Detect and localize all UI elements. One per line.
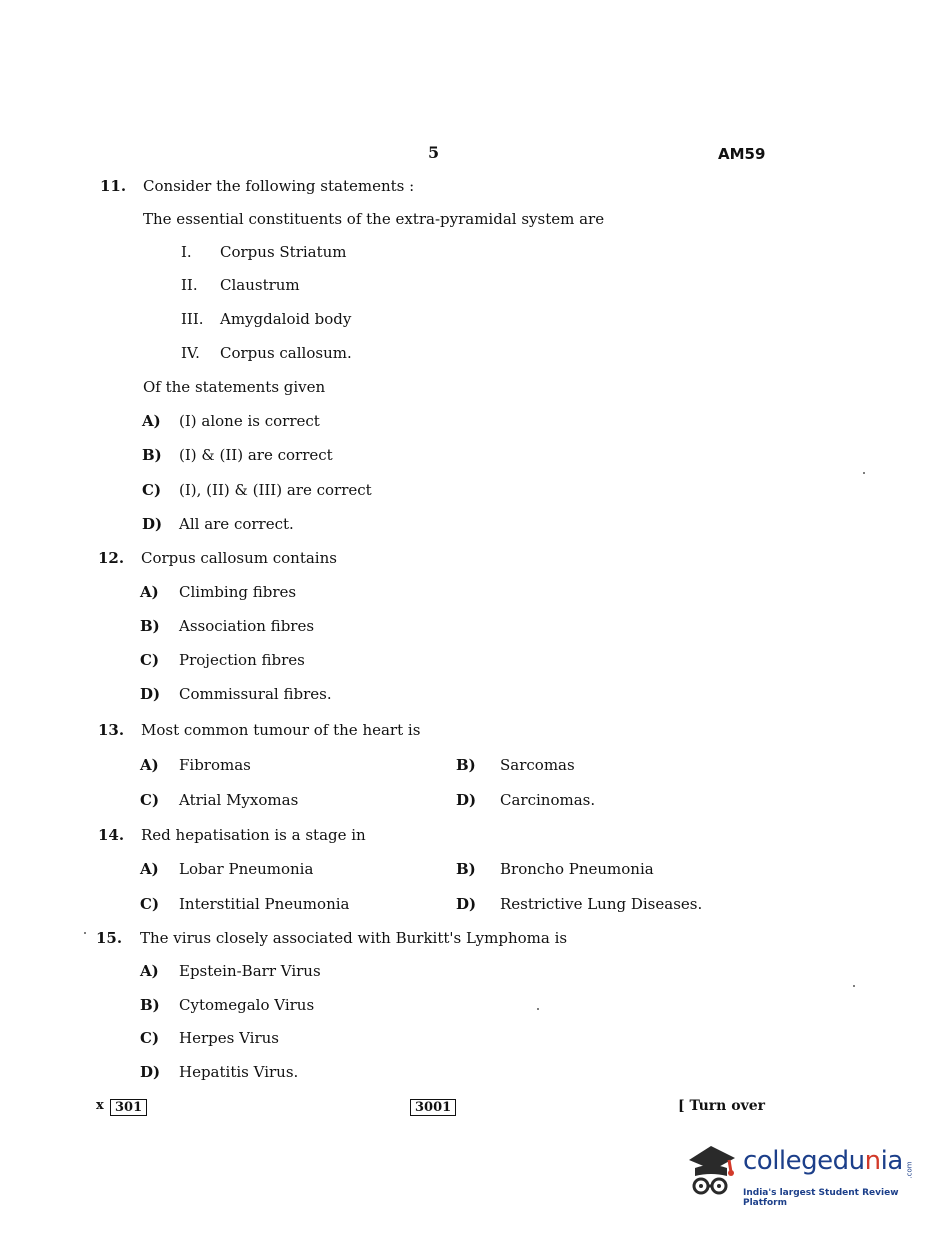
option-letter: B) (456, 756, 476, 774)
option-text: (I), (II) & (III) are correct (179, 481, 372, 499)
question-text: Red hepatisation is a stage in (141, 826, 366, 844)
statement-text: Corpus Striatum (220, 243, 347, 261)
option-text: Association fibres (179, 617, 315, 635)
footer-center-code-box: 3001 (410, 1099, 456, 1116)
option-text: (I) alone is correct (179, 412, 320, 430)
statement-text: Corpus callosum. (220, 344, 352, 362)
footer-left-code-box: 301 (110, 1099, 147, 1116)
option-text: Carcinomas. (500, 791, 596, 809)
option-text: Interstitial Pneumonia (179, 895, 350, 913)
brand-tagline: India's largest Student Review Platform (743, 1188, 899, 1208)
option-letter: B) (140, 617, 160, 635)
turn-over-text: [ Turn over (678, 1098, 765, 1114)
question-text: The virus closely associated with Burkitt's Lymphoma is (140, 929, 568, 947)
option-text: Epstein-Barr Virus (179, 962, 321, 980)
question-number: 15. (96, 929, 123, 947)
option-text: Herpes Virus (179, 1029, 279, 1047)
footer-left-code (110, 1097, 147, 1116)
question-lead: Of the statements given (143, 378, 326, 396)
option-letter: D) (456, 791, 477, 809)
scan-speck (863, 472, 865, 474)
question-text: Consider the following statements : (143, 177, 415, 195)
brand-suffix: .com (905, 1161, 914, 1179)
option-letter: D) (456, 895, 477, 913)
question-subtext: The essential constituents of the extra-pyramidal system are (143, 210, 605, 228)
footer-prefix: x (96, 1098, 104, 1113)
question-number: 12. (98, 549, 125, 567)
option-letter: A) (142, 412, 161, 430)
option-letter: D) (140, 1063, 161, 1081)
scan-speck (537, 1008, 539, 1010)
option-letter: B) (140, 996, 160, 1014)
option-letter: B) (142, 446, 162, 464)
option-letter: C) (140, 651, 160, 669)
question-text: Most common tumour of the heart is (141, 721, 421, 739)
paper-code: AM59 (718, 145, 766, 163)
option-text: Cytomegalo Virus (179, 996, 315, 1014)
statement-number: I. (181, 243, 192, 261)
statement-number: III. (181, 310, 204, 328)
option-text: Restrictive Lung Diseases. (500, 895, 703, 913)
option-text: Fibromas (179, 756, 251, 774)
option-text: Broncho Pneumonia (500, 860, 654, 878)
option-letter: A) (140, 756, 159, 774)
option-text: Climbing fibres (179, 583, 297, 601)
option-text: Atrial Myxomas (179, 791, 299, 809)
option-letter: D) (142, 515, 163, 533)
option-letter: C) (140, 895, 160, 913)
footer-center-code (410, 1097, 456, 1116)
statement-number: IV. (181, 344, 200, 362)
option-text: Hepatitis Virus. (179, 1063, 299, 1081)
question-number: 14. (98, 826, 125, 844)
option-letter: C) (140, 791, 160, 809)
option-text: Sarcomas (500, 756, 575, 774)
brand-wordmark (743, 1146, 903, 1176)
collegedunia-logo (683, 1142, 913, 1212)
scan-speck (853, 985, 855, 987)
option-text: Lobar Pneumonia (179, 860, 314, 878)
statement-number: II. (181, 276, 198, 294)
option-letter: D) (140, 685, 161, 703)
option-text: Projection fibres (179, 651, 305, 669)
option-text: All are correct. (179, 515, 294, 533)
question-text: Corpus callosum contains (141, 549, 337, 567)
student-mascot-icon (683, 1142, 741, 1206)
option-text: Commissural fibres. (179, 685, 332, 703)
page-number: 5 (428, 143, 440, 162)
brand-main: collegedu (743, 1146, 865, 1176)
question-number: 13. (98, 721, 125, 739)
scan-speck (84, 932, 86, 934)
option-letter: C) (142, 481, 162, 499)
option-letter: B) (456, 860, 476, 878)
option-text: (I) & (II) are correct (179, 446, 333, 464)
option-letter: C) (140, 1029, 160, 1047)
statement-text: Claustrum (220, 276, 300, 294)
question-number: 11. (100, 177, 127, 195)
brand-accent: n (864, 1146, 881, 1176)
option-letter: A) (140, 962, 159, 980)
brand-tail: ia (880, 1146, 903, 1176)
option-letter: A) (140, 860, 159, 878)
option-letter: A) (140, 583, 159, 601)
statement-text: Amygdaloid body (220, 310, 352, 328)
